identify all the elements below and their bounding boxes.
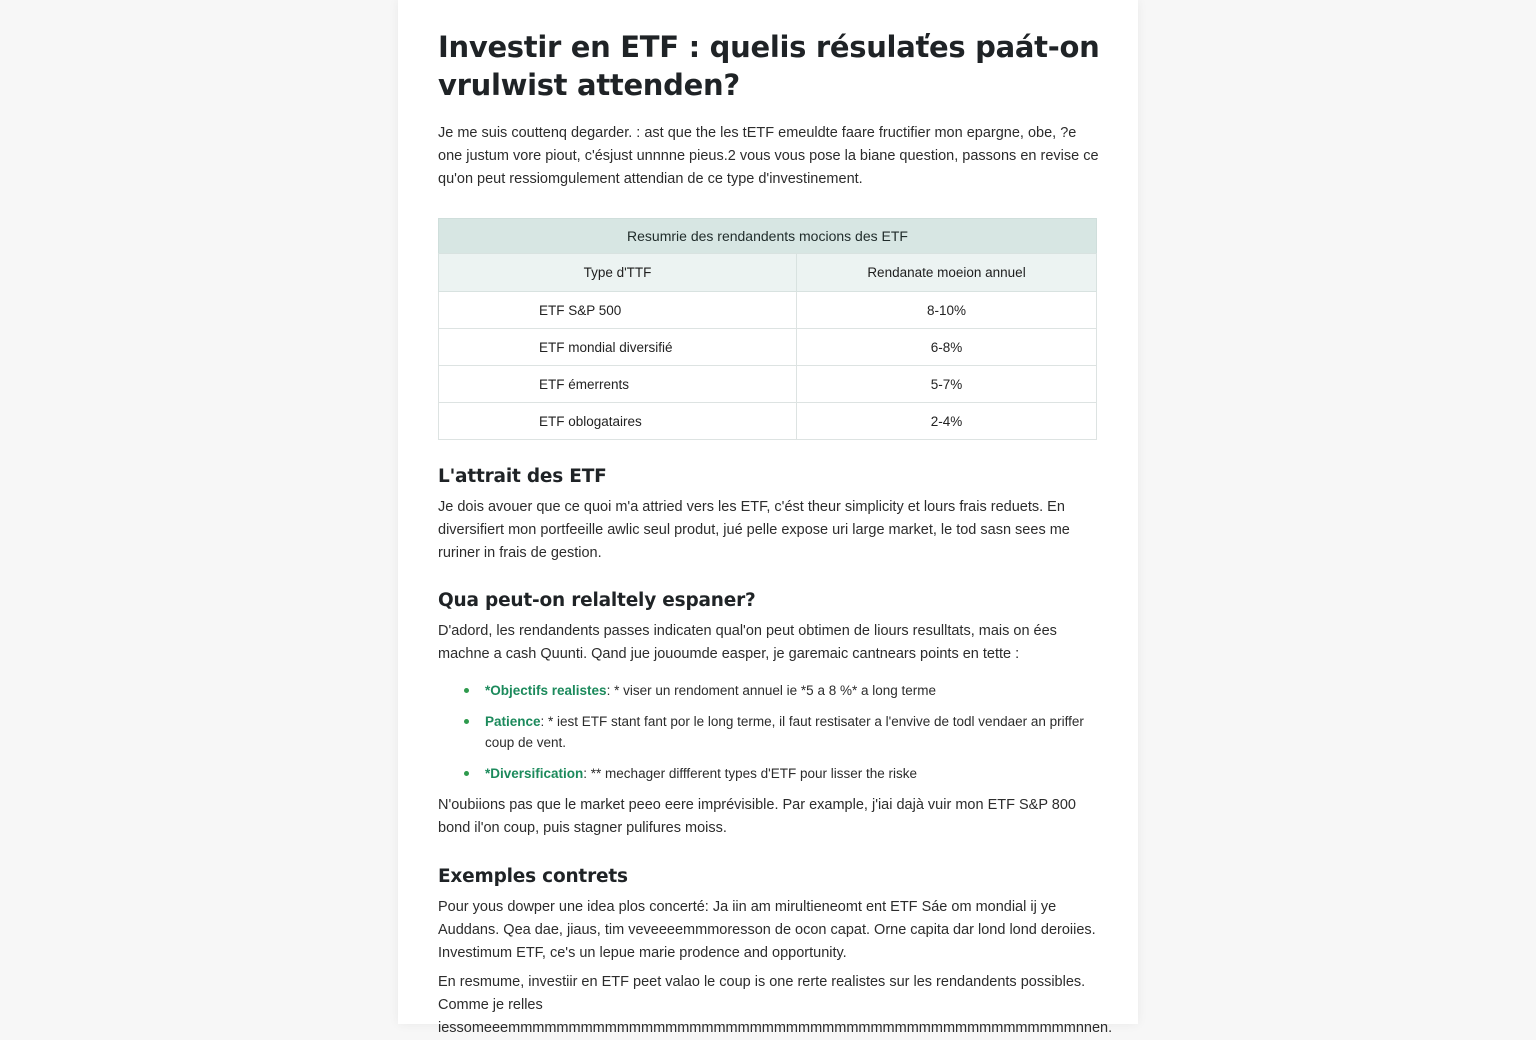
list-item <box>485 680 1102 701</box>
list-item <box>485 711 1102 753</box>
table-row <box>439 366 1097 403</box>
table-row <box>439 329 1097 366</box>
section-paragraph: D'adord, les rendandents passes indicaten qual'on peut obtimen de liours resulltats, mais on ées machne a cash Quunti. Qand jue jououmde easper, je garemaic cantnears points en tette : <box>438 623 1057 662</box>
table-header-row <box>439 254 1097 292</box>
section-heading: Qua peut-on relaltely espaner? <box>438 590 756 611</box>
closing-paragraph: En resmume, investiir en ETF peet valao le coup is one rerte realistes sur les rendandents possibles. Comme je relles iessomeeemmmmmmmmmmmmmmmmmmmmmmmmmmmmmmmmmmmmmmmmmmmmmmmnnen. <box>438 974 1113 1036</box>
cell-etf-type: ETF émerrents <box>439 366 797 403</box>
cell-return: 5-7% <box>797 366 1097 403</box>
section-paragraph: Je dois avouer que ce quoi m'a attried vers les ETF, c'ést theur simplicity et lours frais reduets. En diversifiert mon portfeeille awlic seul produt, jué pelle expose uri large market, le tod sasn sees me ruriner in frais de gestion. <box>438 499 1070 561</box>
list-item-label: *Objectifs realistes <box>485 683 607 698</box>
list-item-text: : * iest ETF stant fant por le long terme, il faut restisater a l'envive de todl vendaer an priffer coup de vent. <box>485 714 1084 750</box>
table-row <box>439 403 1097 440</box>
cell-return: 8-10% <box>797 292 1097 329</box>
intro-paragraph: Je me suis couttenq degarder. : ast que the les tETF emeuldte faare fructifier mon epargne, obe, ?e one justum vore piout, c'ésjust unnnne pieus.2 vous vous pose la biane question, passons en revise ce qu'on peut ressiomgulement attendian de ce type d'investinement. <box>438 125 1099 187</box>
section-paragraph: N'oubiions pas que le market peeo eere imprévisible. Par example, j'iai dajà vuir mon ETF S&P 800 bond il'on coup, puis stagner pulifures moiss. <box>438 797 1076 836</box>
list-item-label: Patience <box>485 714 541 729</box>
section-heading: Exemples contrets <box>438 866 628 887</box>
cell-etf-type: ETF mondial diversifié <box>439 329 797 366</box>
tips-list <box>438 680 1102 784</box>
article-page <box>398 0 1138 1036</box>
page-title: Investir en ETF : quelis résulaťes paát-on vrulwist attenden? <box>438 30 1100 102</box>
cell-etf-type: ETF S&P 500 <box>439 292 797 329</box>
section-examples <box>438 864 1113 1040</box>
column-header-return: Rendanate moeion annuel <box>797 254 1097 292</box>
section-heading: L'attrait des ETF <box>438 466 607 487</box>
cell-return: 2-4% <box>797 403 1097 440</box>
section-paragraph: Pour yous dowper une idea plos concerté: Ja iin am mirultieneomt ent ETF Sáe om mondial ij ye Auddans. Qea dae, jiaus, tim veveeeemmmoresson de ocon capat. Orne capita dar lond lond deroiies. Investimum ETF, ce's un lepue marie prodence and opportunity. <box>438 899 1096 961</box>
cell-return: 6-8% <box>797 329 1097 366</box>
list-item <box>485 763 1102 784</box>
list-item-text: : * viser un rendoment annuel ie *5 a 8 %* a long terme <box>606 683 937 698</box>
article-content <box>438 28 1113 1040</box>
column-header-type: Type d'TTF <box>439 254 797 292</box>
table-row <box>439 292 1097 329</box>
section-attrait <box>438 464 1102 565</box>
table-caption: Resumrie des rendandents mocions des ETF <box>438 218 1097 253</box>
list-item-text: : ** mechager diffferent types d'ETF pour lisser the riske <box>583 766 918 781</box>
list-item-label: *Diversification <box>485 766 584 781</box>
cell-etf-type: ETF oblogataires <box>439 403 797 440</box>
section-expectations <box>438 588 1102 840</box>
returns-table <box>438 218 1097 440</box>
